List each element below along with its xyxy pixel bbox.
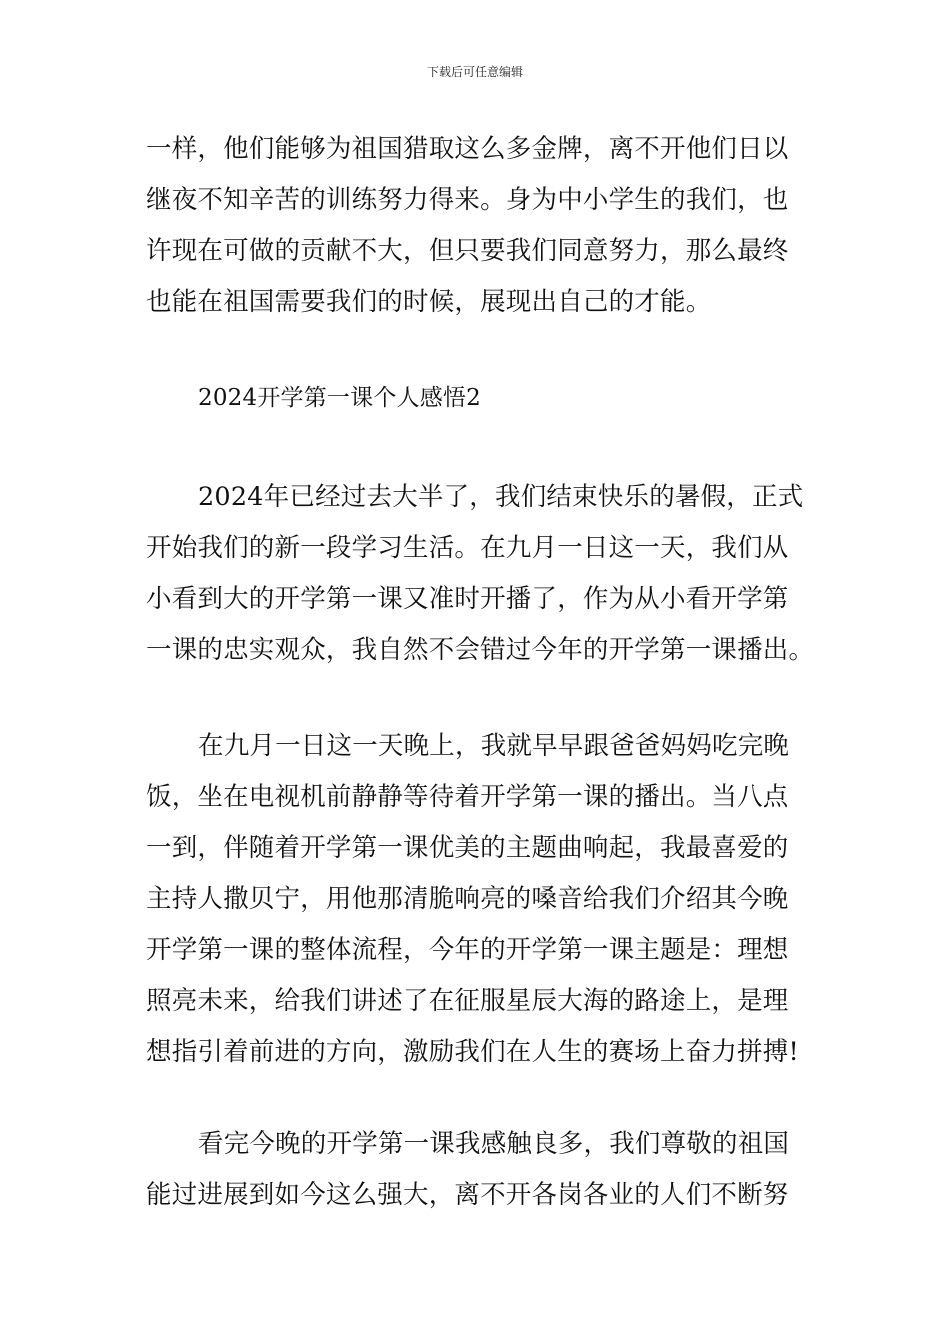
section-heading — [146, 373, 806, 424]
paragraph — [146, 721, 806, 1078]
text-line: 饭，坐在电视机前静静等待着开学第一课的播出。当八点 — [146, 782, 789, 812]
text-line: 也能在祖国需要我们的时候，展现出自己的才能。 — [146, 287, 712, 317]
text-line: 小看到大的开学第一课又准时开播了，作为从小看开学第 — [146, 584, 789, 614]
page-header: 下载后可任意编辑 — [426, 65, 523, 79]
text-line: 一课的忠实观众，我自然不会错过今年的开学第一课播出。 — [146, 635, 815, 665]
text-line: 开学第一课的整体流程，今年的开学第一课主题是：理想 — [146, 935, 789, 965]
text-line: 许现在可做的贡献不大，但只要我们同意努力，那么最终 — [146, 236, 789, 266]
text-line: 2024年已经过去大半了，我们结束快乐的暑假，正式 — [198, 482, 804, 512]
text-line: 照亮未来，给我们讲述了在征服星辰大海的路途上，是理 — [146, 986, 789, 1016]
text-line: 主持人撒贝宁，用他那清脆响亮的嗓音给我们介绍其今晚 — [146, 884, 789, 914]
paragraph — [146, 472, 815, 676]
text-line: 在九月一日这一天晚上，我就早早跟爸爸妈妈吃完晚 — [198, 731, 790, 761]
text-line: 看完今晚的开学第一课我感触良多，我们尊敬的祖国 — [198, 1129, 790, 1159]
text-line: 一样，他们能够为祖国猎取这么多金牌，离不开他们日以 — [146, 134, 789, 164]
text-line: 一到，伴随着开学第一课优美的主题曲响起，我最喜爱的 — [146, 833, 789, 863]
text-line: 想指引着前进的方向，激励我们在人生的赛场上奋力拼搏! — [146, 1037, 799, 1067]
heading-line: 2024开学第一课个人感悟2 — [198, 385, 481, 411]
text-line: 能过进展到如今这么强大，离不开各岗各业的人们不断努 — [146, 1180, 789, 1210]
paragraph — [146, 1119, 806, 1221]
text-line: 开始我们的新一段学习生活。在九月一日这一天，我们从 — [146, 533, 789, 563]
paragraph-continuation — [146, 124, 806, 328]
text-line: 继夜不知辛苦的训练努力得来。身为中小学生的我们，也 — [146, 185, 789, 215]
